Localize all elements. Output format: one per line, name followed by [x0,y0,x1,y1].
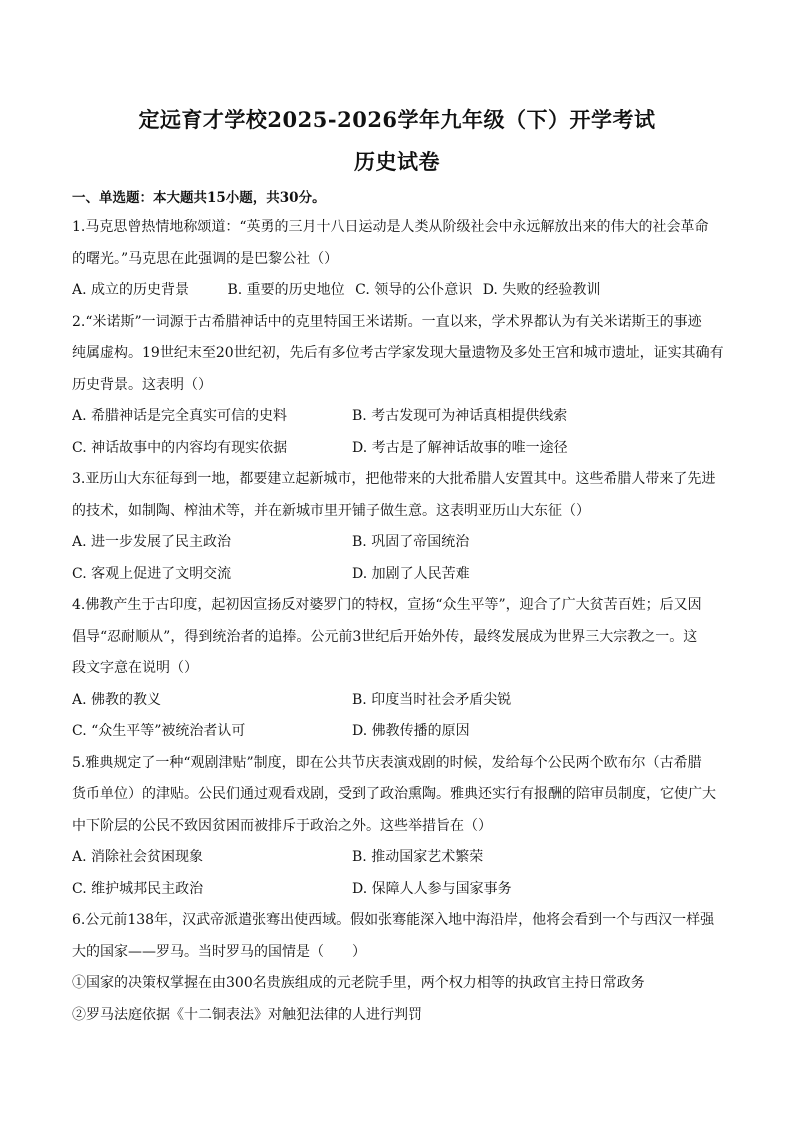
question-options-row [72,874,724,906]
question-stem-line: 的技术，如制陶、榨油术等，并在新城市里开铺子做生意。这表明亚历山大东征（） [72,502,590,519]
option-d: D. 加剧了人民苦难 [352,565,470,582]
option-b: B. 推动国家艺术繁荣 [352,849,484,865]
question-options-row [72,401,724,433]
question-stem-line: 5.雅典规定了一种“观剧津贴”制度，即在公共节庆表演戏剧的时候，发给每个公民两个欧布尔（古希腊 [72,754,702,771]
question-options-row [72,685,724,717]
option-b: B. 重要的历史地位 [227,282,345,298]
option-c: C. 维护城邦民主政治 [72,880,204,897]
question-options [72,275,724,307]
question-stem-line: 4.佛教产生于古印度，起初因宣扬反对婆罗门的特权，宣扬“众生平等”，迎合了广大贫苦百姓；后又因 [72,597,702,613]
question-6 [72,905,724,1031]
question-stem-line: 大的国家——罗马。当时罗马的国情是（ ） [72,943,366,960]
question-statement-2: ②罗马法庭依据《十二铜表法》对触犯法律的人进行判罚 [72,1006,422,1023]
option-d: D. 保障人人参与国家事务 [352,880,512,897]
question-statement-1: ①国家的决策权掌握在由300名贵族组成的元老院手里，两个权力相等的执政官主持日常政务 [72,975,645,991]
option-c: C. 神话故事中的内容均有现实依据 [72,439,288,456]
question-stem-line: 段文字意在说明（） [72,660,198,676]
question-5 [72,748,724,906]
question-options-row [72,842,724,874]
question-2 [72,307,724,465]
option-a: A. 成立的历史背景 [72,282,190,298]
question-stem-line: 6.公元前138年，汉武帝派遣张骞出使西域。假如张骞能深入地中海沿岸，他将会看到一个与西汉一样强 [72,912,715,928]
option-c: C. 客观上促进了文明交流 [72,565,232,582]
option-d: D. 佛教传播的原因 [352,723,470,739]
question-stem-line: 货币单位）的津贴。公民们通过观看戏剧，受到了政治熏陶。雅典还实行有报酬的陪审员制度，它使广大 [72,786,716,802]
option-b: B. 巩固了帝国统治 [352,534,470,550]
option-a: A. 消除社会贫困现象 [72,849,204,865]
question-stem-line: 中下阶层的公民不致因贫困而被排斥于政治之外。这些举措旨在（） [72,817,492,834]
exam-title: 定远育才学校2025-2026学年九年级（下）开学考试 [138,107,656,132]
question-stem-line: 倡导“忍耐顺从”，得到统治者的追捧。公元前3世纪后开始外传，最终发展成为世界三大宗教之一。这 [72,628,698,645]
option-d: D. 考古是了解神话故事的唯一途径 [352,439,568,456]
question-list [72,212,724,1031]
option-a: A. 希腊神话是完全真实可信的史料 [72,408,288,424]
exam-subtitle: 历史试卷 [354,149,440,174]
option-d: D. 失败的经验教训 [482,282,601,298]
option-c: C. 领导的公仆意识 [355,282,473,298]
option-c: C. “众生平等”被统治者认可 [72,723,246,739]
question-options-row [72,527,724,559]
question-options-row [72,716,724,748]
question-stem-line: 历史背景。这表明（） [72,376,212,393]
question-stem-line: 纯属虚构。19世纪末至20世纪初，先后有多位考古学家发现大量遗物及多处王宫和城市遗址，证实其确有 [72,345,724,361]
question-1 [72,212,724,307]
question-stem-line: 1.马克思曾热情地称颂道：“英勇的三月十八日运动是人类从阶级社会中永远解放出来的伟大的社会革命 [72,219,709,235]
question-3 [72,464,724,590]
question-options-row [72,433,724,465]
question-stem-line: 2.“米诺斯”一词源于古希腊神话中的克里特国王米诺斯。一直以来，学术界都认为有关米诺斯王的事迹 [72,313,702,330]
question-4 [72,590,724,748]
option-b: B. 考古发现可为神话真相提供线索 [352,408,568,424]
question-stem-line: 3.亚历山大东征每到一地，都要建立起新城市，把他带来的大批希腊人安置其中。这些希腊人带来了先进 [72,471,716,487]
question-options-row [72,559,724,591]
option-a: A. 佛教的教义 [72,691,162,708]
option-b: B. 印度当时社会矛盾尖锐 [352,691,512,708]
section-heading: 一、单选题：本大题共15小题，共30分。 [72,190,326,206]
question-stem-line: 的曙光。”马克思在此强调的是巴黎公社（） [72,250,339,267]
option-a: A. 进一步发展了民主政治 [72,534,232,550]
